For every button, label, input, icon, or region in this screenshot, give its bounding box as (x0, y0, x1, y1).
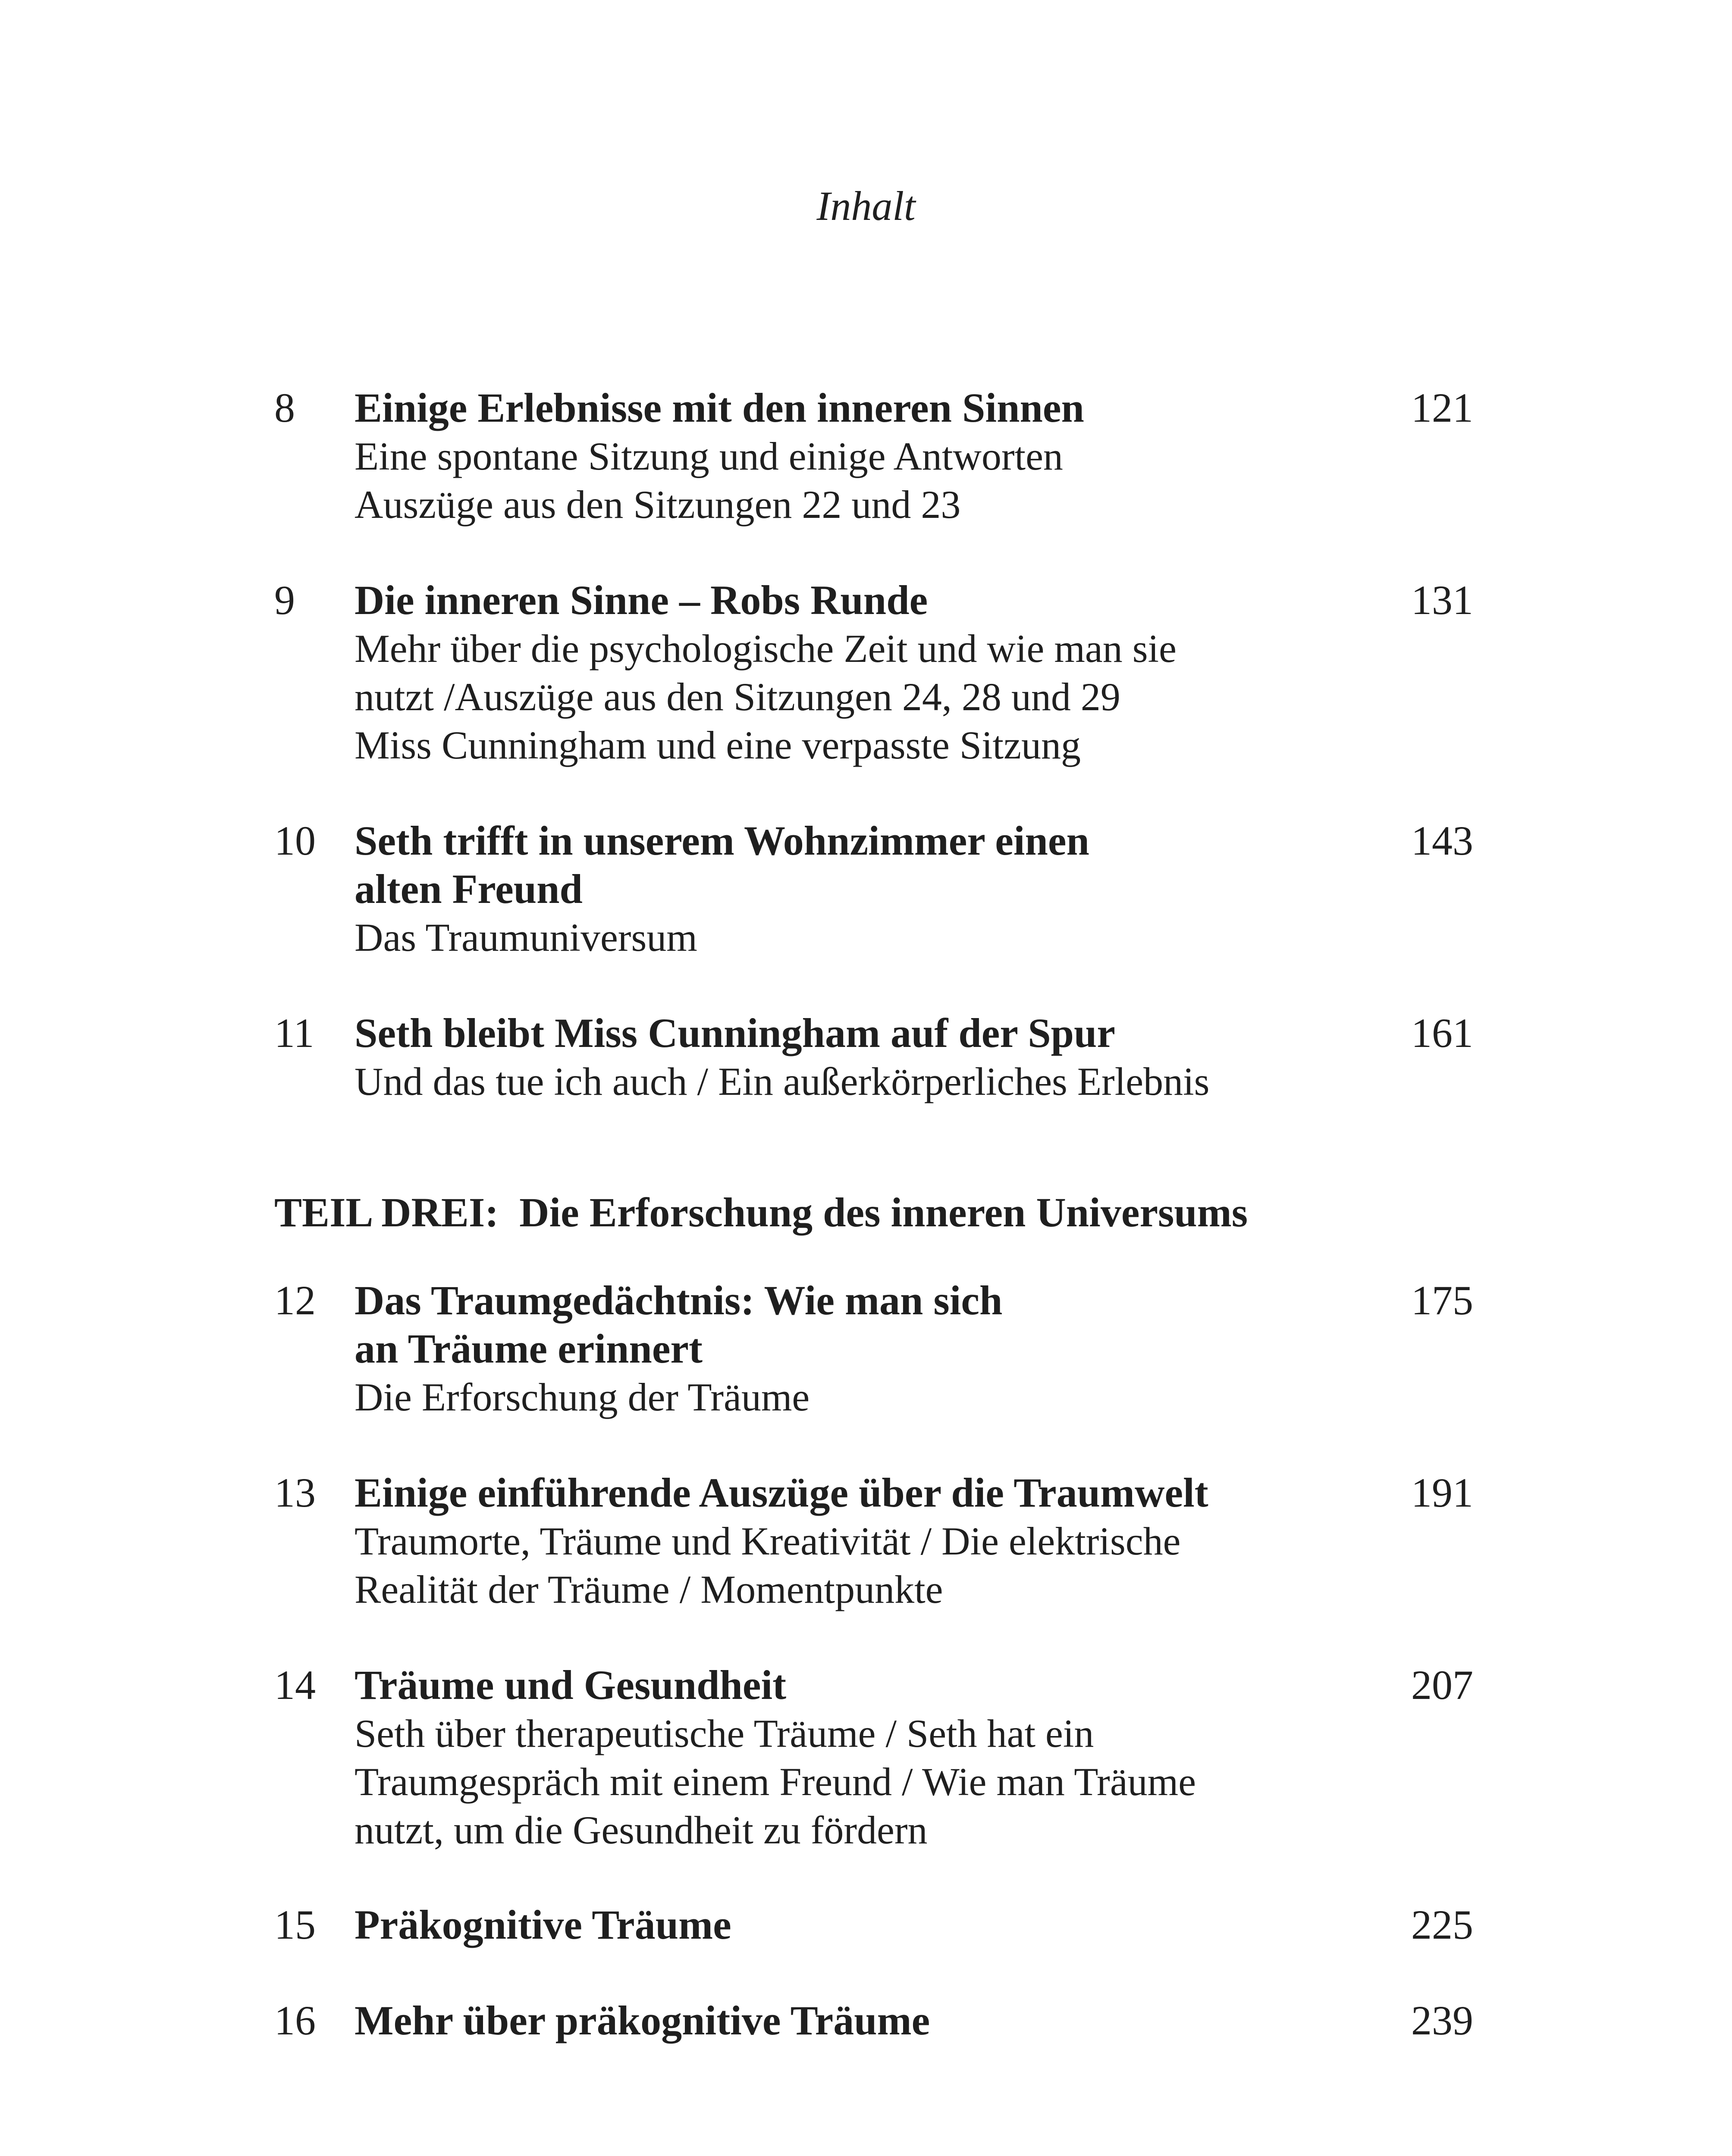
chapter-number: 16 (274, 1997, 316, 2043)
page-number: 239 (1411, 1997, 1473, 2043)
page-number: 121 (1411, 385, 1473, 431)
page-number: 191 (1411, 1470, 1473, 1516)
chapter-subtitle: Mehr über die psychologische Zeit und wie man sie nutzt /Auszüge aus den Sitzungen 24, 28 und 29 Miss Cunningham und eine verpasste Sitzung (355, 627, 1177, 767)
chapter-number: 15 (274, 1902, 316, 1948)
chapter-title: Mehr über präkognitive Träume (355, 1997, 930, 2043)
chapter-number: 12 (274, 1277, 316, 1323)
page-number: 175 (1411, 1277, 1473, 1323)
page-number: 131 (1411, 577, 1473, 623)
chapter-subtitle: Seth über therapeutische Träume / Seth hat ein Traumgespräch mit einem Freund / Wie man Träume nutzt, um die Gesundheit zu fördern (355, 1711, 1196, 1852)
chapter-subtitle: Und das tue ich auch / Ein außerkörperliches Erlebnis (355, 1059, 1210, 1103)
page-number: 161 (1411, 1010, 1473, 1056)
chapter-title: Einige Erlebnisse mit den inneren Sinnen (355, 385, 1084, 431)
chapter-title: Seth trifft in unserem Wohnzimmer einen alten Freund (355, 818, 1089, 912)
chapter-number: 9 (274, 577, 295, 623)
page-number: 225 (1411, 1902, 1473, 1948)
chapter-subtitle: Das Traumuniversum (355, 915, 697, 959)
chapter-number: 11 (274, 1010, 314, 1056)
part-title: Die Erforschung des inneren Universums (519, 1189, 1248, 1235)
chapter-number: 8 (274, 385, 295, 431)
chapter-title: Träume und Gesundheit (355, 1662, 787, 1708)
chapter-title: Präkognitive Träume (355, 1902, 731, 1948)
chapter-subtitle: Traumorte, Träume und Kreativität / Die elektrische Realität der Träume / Momentpunkte (355, 1519, 1181, 1611)
chapter-number: 14 (274, 1662, 316, 1708)
page-number: 143 (1411, 818, 1473, 864)
chapter-number: 13 (274, 1470, 316, 1516)
page-header: Inhalt (816, 183, 916, 229)
chapter-number: 10 (274, 818, 316, 864)
chapter-title: Das Traumgedächtnis: Wie man sich an Träume erinnert (355, 1277, 1003, 1372)
chapter-title: Die inneren Sinne – Robs Runde (355, 577, 928, 623)
part-heading (274, 1188, 1248, 1237)
chapter-subtitle: Die Erforschung der Träume (355, 1375, 810, 1419)
chapter-subtitle: Eine spontane Sitzung und einige Antworten Auszüge aus den Sitzungen 22 und 23 (355, 434, 1063, 526)
chapter-title: Seth bleibt Miss Cunningham auf der Spur (355, 1010, 1115, 1056)
page-number: 207 (1411, 1662, 1473, 1708)
chapter-title: Einige einführende Auszüge über die Traumwelt (355, 1470, 1208, 1516)
part-label: TEIL DREI: (274, 1189, 499, 1235)
